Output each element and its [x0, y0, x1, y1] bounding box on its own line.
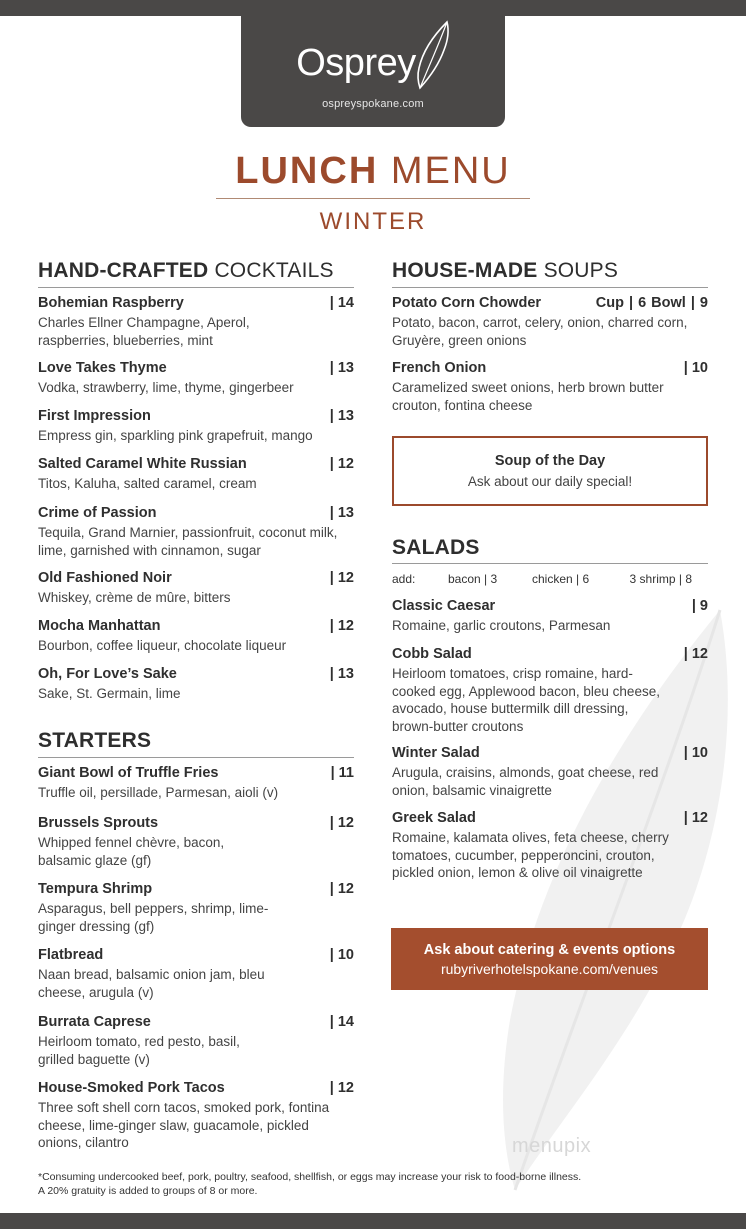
item-description: Titos, Kaluha, salted caramel, cream [38, 476, 257, 491]
starters-heading [38, 729, 151, 753]
item-description: Whipped fennel chèvre, bacon, balsamic glaze (gf) [38, 835, 225, 868]
soup-of-the-day-box [392, 436, 708, 506]
item-price: | 14 [329, 1014, 354, 1030]
item-price: | 12 [683, 646, 708, 662]
item-price: | 13 [329, 666, 354, 682]
item-price: | 10 [683, 745, 708, 761]
item-name: First Impression [38, 408, 151, 424]
item-price: | 12 [329, 618, 354, 634]
add-shrimp: 3 shrimp | 8 [629, 572, 692, 586]
salads-heading-text: SALADS [392, 536, 480, 559]
item-name: Love Takes Thyme [38, 360, 167, 376]
item-name: Oh, For Love’s Sake [38, 666, 177, 682]
soup-of-the-day-title: Soup of the Day [494, 453, 606, 469]
cocktails-divider [38, 287, 354, 288]
item-name: Cobb Salad [392, 646, 472, 662]
cocktails-heading-light: COCKTAILS [214, 259, 334, 282]
item-description: Asparagus, bell peppers, shrimp, lime-ginger dressing (gf) [38, 901, 269, 934]
catering-link[interactable]: rubyriverhotelspokane.com/venues [440, 961, 659, 977]
item-name: Bohemian Raspberry [38, 295, 184, 311]
starters-divider [38, 757, 354, 758]
item-price: | 12 [329, 570, 354, 586]
soups-heading-light: SOUPS [543, 259, 619, 282]
item-description: Bourbon, coffee liqueur, chocolate liqueur [38, 638, 287, 653]
item-price: | 12 [329, 815, 354, 831]
catering-headline: Ask about catering & events options [423, 942, 676, 958]
item-description: Sake, St. Germain, lime [38, 686, 181, 701]
add-label: add: [392, 572, 416, 586]
item-description: Potato, bacon, carrot, celery, onion, charred corn, Gruyère, green onions [392, 315, 688, 348]
salads-heading [392, 536, 480, 560]
add-bacon: bacon | 3 [448, 572, 498, 586]
item-name: Brussels Sprouts [38, 815, 159, 831]
footnote-line-1: *Consuming undercooked beef, pork, poultry, seafood, shellfish, or eggs may increase your risk to food-borne illness. [38, 1171, 582, 1183]
item-description: Heirloom tomatoes, crisp romaine, hard-cooked egg, Applewood bacon, bleu cheese, avocado, house buttermilk dill dressing, brown-butter croutons [392, 666, 660, 734]
starters-heading-text: STARTERS [38, 729, 152, 752]
item-name: Potato Corn Chowder [392, 295, 542, 311]
item-name: Giant Bowl of Truffle Fries [38, 765, 219, 781]
item-description: Romaine, kalamata olives, feta cheese, cherry tomatoes, cucumber, pepperoncini, crouton, pickled onion, lemon & olive oil vinaigrette [392, 830, 669, 880]
item-description: Empress gin, sparkling pink grapefruit, mango [38, 428, 313, 443]
item-description: Naan bread, balsamic onion jam, bleu cheese, arugula (v) [38, 967, 265, 1000]
item-name: Classic Caesar [392, 598, 496, 614]
logo-header [241, 16, 505, 127]
item-price: | 13 [329, 505, 354, 521]
item-price: | 11 [330, 765, 354, 781]
item-name: Old Fashioned Noir [38, 570, 172, 586]
item-name: Crime of Passion [38, 505, 157, 521]
item-price: | 12 [329, 881, 354, 897]
item-price: | 10 [683, 360, 708, 376]
item-description: Three soft shell corn tacos, smoked pork, fontina cheese, lime-ginger slaw, guacamole, pickled onions, cilantro [38, 1100, 330, 1150]
website-url[interactable]: ospreyspokane.com [322, 98, 424, 110]
item-price: | 12 [683, 810, 708, 826]
item-price: | 12 [329, 1080, 354, 1096]
item-price: | 13 [329, 408, 354, 424]
title-bold: LUNCH [235, 150, 379, 192]
item-name: Salted Caramel White Russian [38, 456, 247, 472]
item-description: Heirloom tomato, red pesto, basil, grilled baguette (v) [38, 1034, 240, 1067]
watermark: menupix [512, 1135, 592, 1157]
item-name: House-Smoked Pork Tacos [38, 1080, 225, 1096]
item-price: | 13 [329, 360, 354, 376]
item-name: Burrata Caprese [38, 1014, 151, 1030]
item-description: Arugula, craisins, almonds, goat cheese, red onion, balsamic vinaigrette [392, 765, 659, 798]
season-label: WINTER [319, 208, 427, 235]
item-name: Tempura Shrimp [38, 881, 153, 897]
footnote [38, 1170, 708, 1198]
brand-name: Osprey [296, 42, 416, 84]
item-name: French Onion [392, 360, 487, 376]
item-description: Charles Ellner Champagne, Aperol, raspberries, blueberries, mint [38, 315, 250, 348]
item-price: | 10 [329, 947, 354, 963]
item-description: Romaine, garlic croutons, Parmesan [392, 618, 611, 633]
title-divider [216, 198, 530, 199]
item-description: Whiskey, crème de mûre, bitters [38, 590, 231, 605]
cocktails-heading-bold: HAND-CRAFTED [38, 259, 209, 282]
item-name: Mocha Manhattan [38, 618, 161, 634]
item-description: Truffle oil, persillade, Parmesan, aioli (v) [38, 785, 279, 800]
item-name: Winter Salad [392, 745, 480, 761]
catering-banner[interactable] [391, 928, 708, 990]
soups-heading-bold: HOUSE-MADE [392, 259, 538, 282]
item-name: Greek Salad [392, 810, 476, 826]
item-price: | 9 [691, 598, 708, 614]
top-bar [0, 0, 746, 16]
item-price: Cup | 6 Bowl | 9 [595, 295, 708, 311]
soups-heading [392, 259, 618, 283]
item-description: Caramelized sweet onions, herb brown butter crouton, fontina cheese [392, 380, 664, 413]
item-name: Flatbread [38, 947, 104, 963]
add-chicken: chicken | 6 [532, 572, 590, 586]
cocktails-heading [38, 259, 334, 283]
page-title [0, 150, 746, 193]
item-price: | 14 [329, 295, 354, 311]
item-description: Vodka, strawberry, lime, thyme, gingerbeer [38, 380, 294, 395]
soup-of-the-day-note: Ask about our daily special! [467, 474, 633, 489]
salads-divider [392, 563, 708, 564]
item-price: | 12 [329, 456, 354, 472]
item-description: Tequila, Grand Marnier, passionfruit, coconut milk, lime, garnished with cinnamon, sugar [38, 525, 338, 558]
soups-divider [392, 287, 708, 288]
bottom-bar [0, 1213, 746, 1229]
feather-icon [413, 20, 453, 90]
footnote-line-2: A 20% gratuity is added to groups of 8 or more. [38, 1185, 258, 1197]
title-light: MENU [390, 150, 511, 192]
